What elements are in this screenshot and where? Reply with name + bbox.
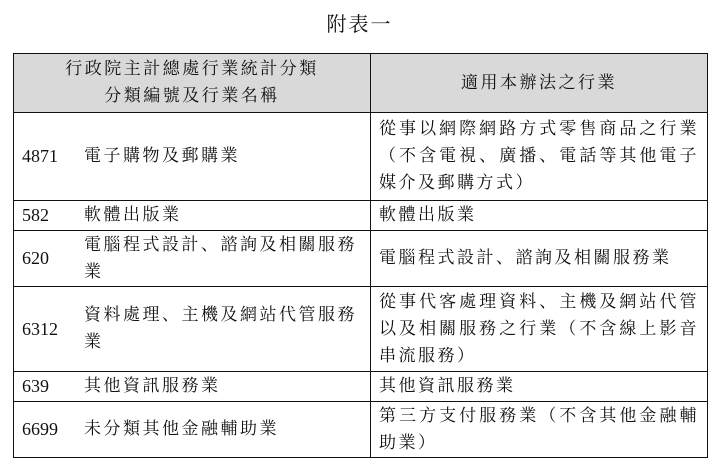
industry-name: 軟體出版業 (84, 205, 182, 225)
classification-cell (14, 287, 371, 372)
applicable-industry: 第三方支付服務業（不含其他金融輔助業） (371, 402, 708, 458)
applicable-industry: 從事以網際網路方式零售商品之行業（不含電視、廣播、電話等其他電子媒介及郵購方式） (371, 113, 708, 201)
classification-cell (14, 372, 371, 402)
industry-table (13, 53, 708, 458)
industry-code: 620 (22, 248, 49, 268)
industry-name: 資料處理、主機及網站代管服務業 (84, 305, 357, 352)
classification-cell (14, 402, 371, 458)
industry-name: 電腦程式設計、諮詢及相關服務業 (84, 234, 357, 282)
table-row (14, 113, 708, 201)
classification-cell (14, 113, 371, 201)
industry-code: 639 (22, 376, 49, 396)
industry-name: 其他資訊服務業 (84, 376, 221, 396)
header-classification-line1: 行政院主計總處行業統計分類 (65, 59, 319, 79)
applicable-industry: 其他資訊服務業 (371, 372, 708, 402)
table-row (14, 201, 708, 231)
industry-code: 582 (22, 205, 49, 225)
table-row (14, 372, 708, 402)
header-applicable: 適用本辦法之行業 (371, 54, 708, 113)
applicable-industry: 從事代客處理資料、主機及網站代管以及相關服務之行業（不含線上影音串流服務） (371, 287, 708, 372)
header-classification (14, 54, 371, 113)
classification-cell (14, 231, 371, 287)
table-row (14, 231, 708, 287)
industry-code: 6312 (22, 318, 58, 339)
page-title: 附表一 (326, 12, 393, 36)
table-row (14, 287, 708, 372)
industry-name: 電子購物及郵購業 (84, 146, 240, 166)
applicable-industry: 電腦程式設計、諮詢及相關服務業 (371, 231, 708, 287)
table-header-row (14, 54, 708, 113)
classification-cell (14, 201, 371, 231)
industry-code: 4871 (22, 146, 58, 166)
header-classification-line2: 分類編號及行業名稱 (104, 86, 280, 106)
applicable-industry: 軟體出版業 (371, 201, 708, 231)
industry-name: 未分類其他金融輔助業 (84, 419, 279, 439)
table-row (14, 402, 708, 458)
industry-code: 6699 (22, 419, 58, 439)
